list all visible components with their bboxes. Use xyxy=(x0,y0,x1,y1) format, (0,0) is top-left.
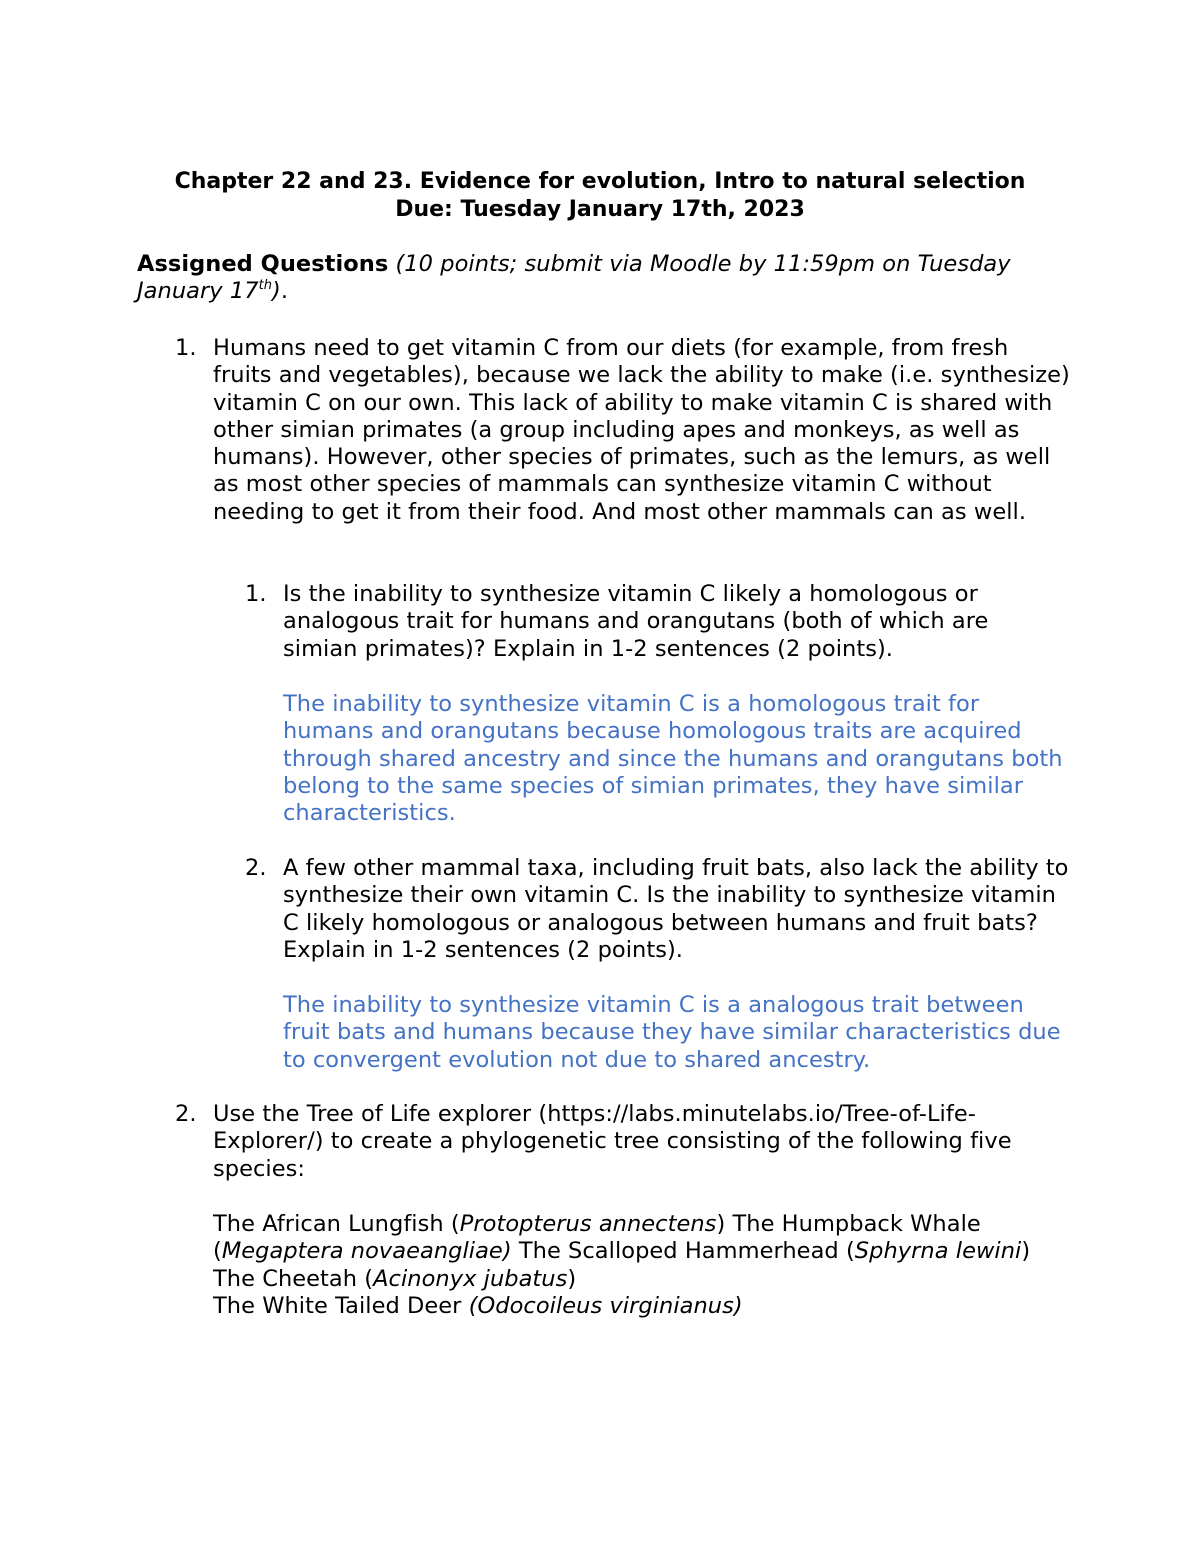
assigned-heading: Assigned Questions xyxy=(137,251,389,277)
species-2-common: The Humpback Whale ( xyxy=(213,1211,981,1265)
species-2-close xyxy=(512,1238,519,1264)
species-list xyxy=(213,1211,1043,1320)
species-1-common: The African Lungfish ( xyxy=(213,1211,460,1237)
species-2-latin: Megaptera novaeangliae) xyxy=(221,1238,512,1265)
assigned-period: . xyxy=(280,278,289,305)
document-title: Chapter 22 and 23. Evidence for evolution, Intro to natural selection xyxy=(174,169,1026,194)
species-5-common: The White Tailed Deer xyxy=(213,1292,469,1319)
assigned-questions-paragraph xyxy=(137,251,1067,306)
assigned-details-close: ) xyxy=(272,278,281,305)
question-2-text: Use the Tree of Life explorer (https://labs.minutelabs.io/Tree-of-Life-Explorer/) to create a phylogenetic tree consisting of the following five species: xyxy=(213,1101,1012,1182)
species-1-latin: Protopterus annectens xyxy=(459,1211,717,1237)
species-4-common: The Cheetah ( xyxy=(213,1265,374,1292)
species-5-latin: (Odocoileus virginianus) xyxy=(468,1292,743,1319)
species-3-common: The Scalloped Hammerhead ( xyxy=(518,1238,855,1265)
sub-1-number: 1. xyxy=(245,581,267,607)
species-3-latin: Sphyrna lewini xyxy=(854,1238,1022,1265)
species-1-close: ) xyxy=(716,1211,733,1237)
question-1-number: 1. xyxy=(175,335,197,361)
species-4-close: ) xyxy=(567,1265,577,1292)
question-2-number: 2. xyxy=(175,1101,197,1127)
species-4-latin: Acinonyx jubatus xyxy=(373,1265,568,1292)
assigned-details-text: (10 points; submit via Moodle by 11:59pm on Tuesday January 17 xyxy=(137,251,1011,305)
sub-1-text: Is the inability to synthesize vitamin C likely a homologous or analogous trait for humans and orangutans (both of which are simian primates)? Explain in 1-2 sentences (2 points). xyxy=(283,581,989,662)
species-3-close: ) xyxy=(1021,1238,1031,1265)
superscript-th: th xyxy=(258,278,273,294)
due-date: Due: Tuesday January 17th, 2023 xyxy=(395,197,805,222)
sub-2-number: 2. xyxy=(245,855,267,881)
sub-2-text: A few other mammal taxa, including fruit bats, also lack the ability to synthesize their own vitamin C. Is the inability to synthesize vitamin C likely homologous or analogous between humans and fruit bats? Explain in 1-2 sentences (2 points). xyxy=(283,855,1069,963)
sub-2-answer: The inability to synthesize vitamin C is a analogous trait between fruit bats and humans because they have similar characteristics due to convergent evolution not due to shared ancestry. xyxy=(283,992,1061,1073)
question-1-text: Humans need to get vitamin C from our diets (for example, from fresh fruits and vegetables), because we lack the ability to make (i.e. synthesize) vitamin C on our own. This lack of ability to make vitamin C is shared with other simian primates (a group including apes and monkeys, as well as humans). However, other species of primates, such as the lemurs, as well as most other species of mammals can synthesize vitamin C without needing to get it from their food. And most other mammals can as well. xyxy=(213,335,1070,525)
sub-1-answer: The inability to synthesize vitamin C is a homologous trait for humans and orangutans because homologous traits are acquired through shared ancestry and since the humans and orangutans both belong to the same species of simian primates, they have similar characteristics. xyxy=(283,691,1063,827)
